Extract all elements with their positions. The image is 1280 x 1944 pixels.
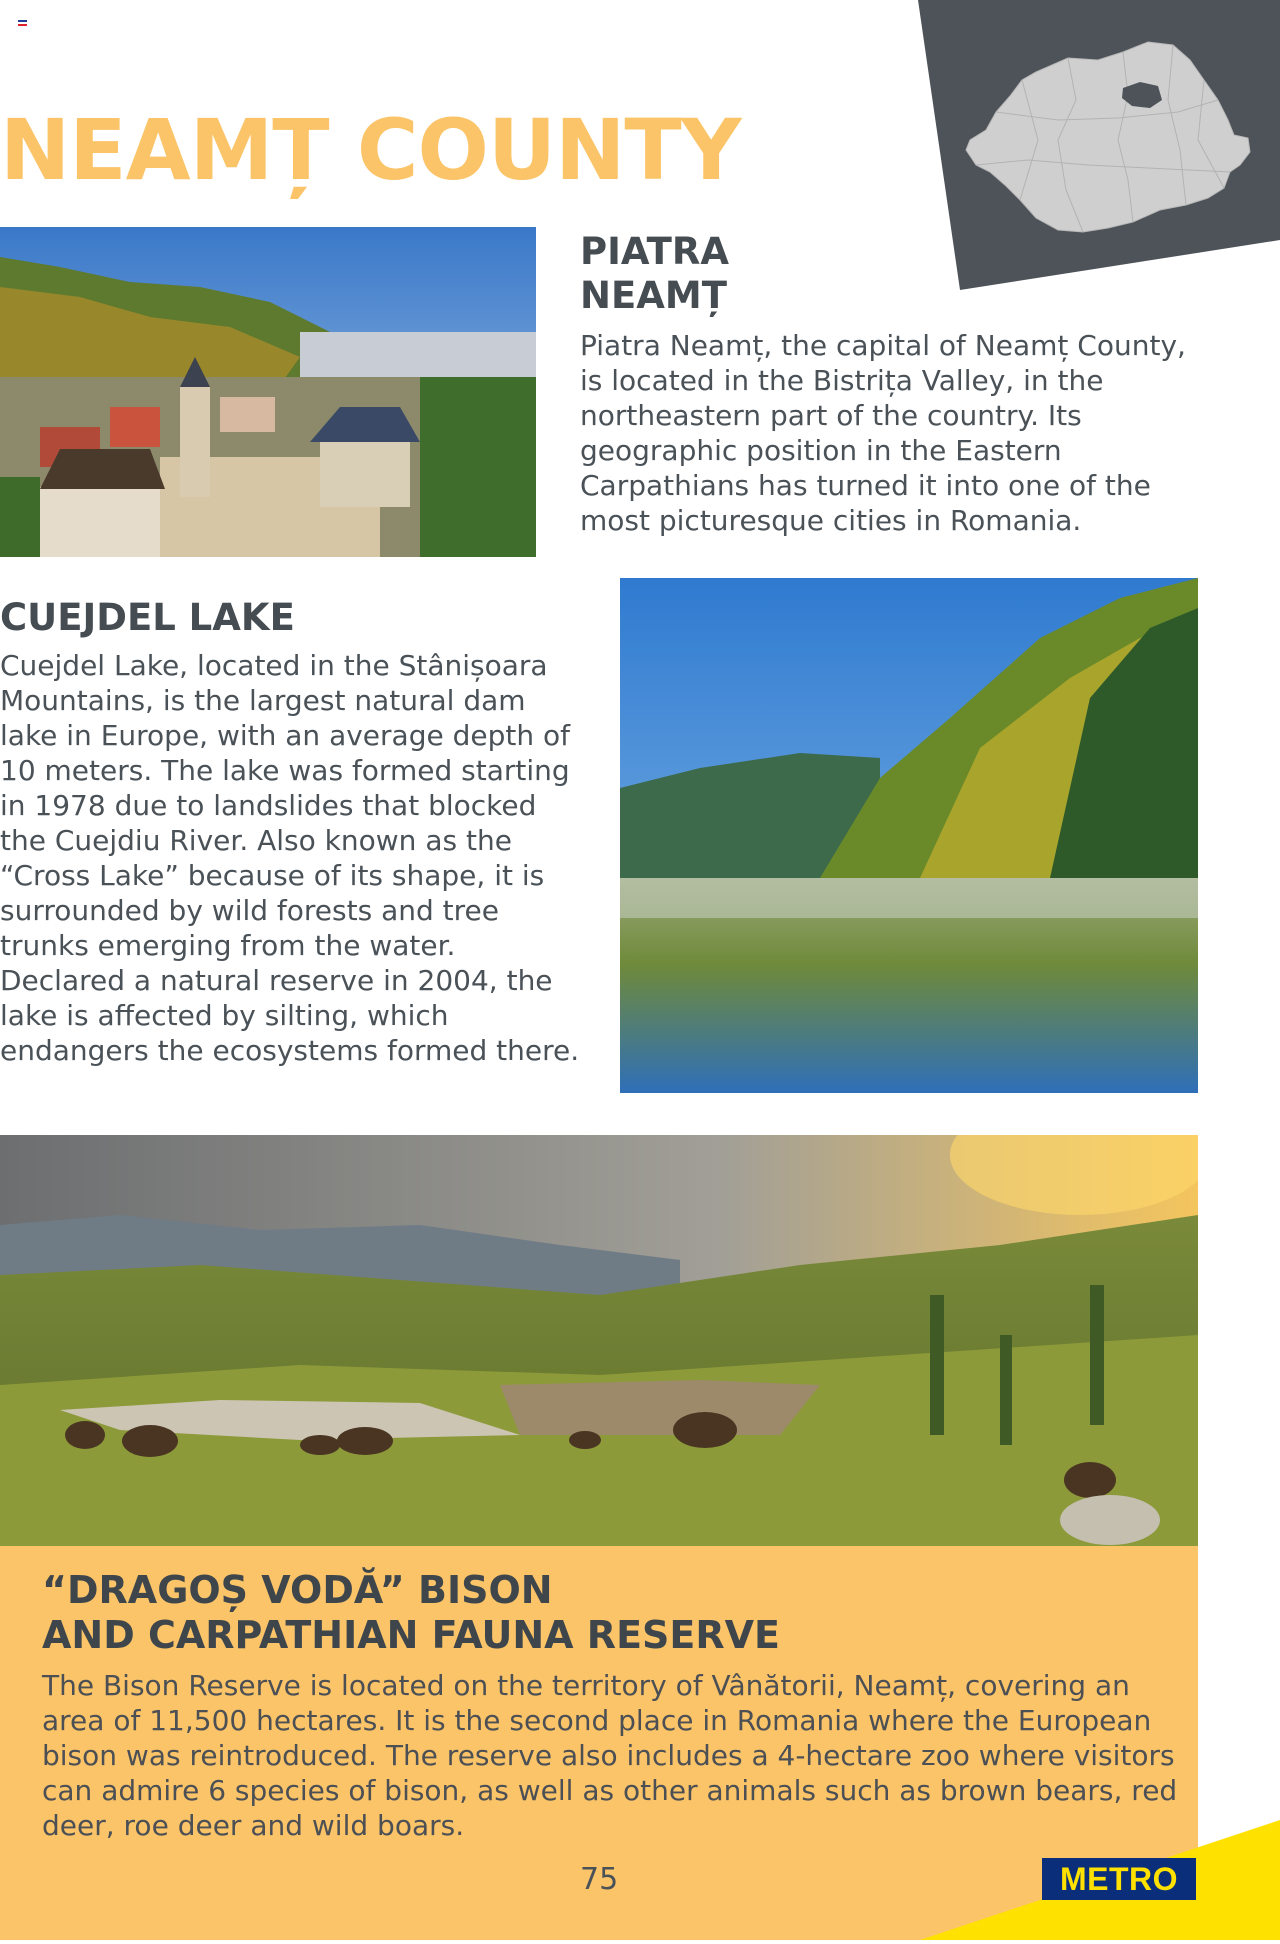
cuejdel-lake-heading: CUEJDEL LAKE [0, 596, 295, 639]
cuejdel-lake-description: Cuejdel Lake, located in the Stânișoara Mountains, is the largest natural dam lake in Europe, with an average depth of 10 meters. The lake was formed starting in 1978 due to landslides that blocked the Cuejdiu River. Also known as the “Cross Lake” because of its shape, it is surrounded by wild forests and tree trunks emerging from the water. Declared a natural reserve in 2004, the lake is affected by silting, which endangers the ecosystems formed there. [0, 649, 580, 1067]
bison-reserve-image [0, 1135, 1198, 1547]
bison-heading-line1: “DRAGOȘ VODĂ” BISON [42, 1568, 553, 1612]
piatra-heading-line1: PIATRA [580, 230, 730, 273]
page-number: 75 [580, 1862, 619, 1897]
page-title: NEAMȚ COUNTY [0, 101, 741, 199]
piatra-neamt-description: Piatra Neamț, the capital of Neamț County, is located in the Bistrița Valley, in the northeastern part of the country. Its geographic position in the Eastern Carpathians has turned it into one of the most picturesque cities in Romania. [580, 329, 1186, 537]
piatra-heading-line2: NEAMȚ [580, 273, 727, 317]
metro-logo-text: METRO [1059, 1860, 1179, 1897]
bison-reserve-heading [42, 1568, 1192, 1658]
flag-icon [18, 20, 27, 27]
cuejdel-lake-image [620, 578, 1198, 1093]
bison-reserve-description: The Bison Reserve is located on the territory of Vânătorii, Neamț, covering an area of 11,500 hectares. It is the second place in Romania where the European bison was reintroduced. The reserve also includes a 4-hectare zoo where visitors can admire 6 species of bison, as well as other animals such as brown bears, red deer, roe deer and wild boars. [42, 1669, 1178, 1842]
piatra-neamt-heading [580, 230, 980, 317]
piatra-neamt-image [0, 227, 536, 557]
metro-logo [1042, 1858, 1196, 1900]
bison-heading-line2: AND CARPATHIAN FAUNA RESERVE [42, 1612, 780, 1657]
